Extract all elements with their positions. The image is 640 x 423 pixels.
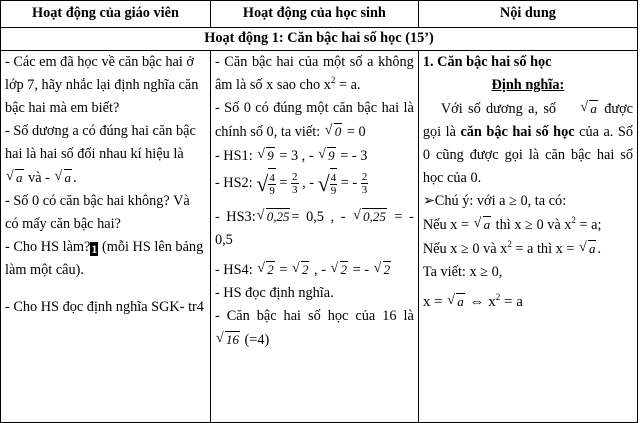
sqrt-a-symbol: √ a — [562, 97, 598, 121]
student-line-2: - Số 0 có đúng một căn bậc hai là chính số 0, ta viết: √ 0 = 0 — [215, 97, 414, 144]
fraction-2-3: $\frac{2}{3}$ — [292, 171, 298, 197]
sqrt-fraction-4-9: √ — [256, 170, 269, 196]
sqrt-nine: √ 9 — [318, 144, 336, 168]
sqrt-zero: √ 0 — [325, 120, 343, 144]
student-last-line: - Căn bậc hai số học của 16 là √ 16 (=4) — [215, 305, 414, 352]
teacher-line-4: - Cho HS làm?1 (mỗi HS lên bảng làm một câu). — [5, 239, 204, 278]
header-teacher: Hoạt động của giáo viên — [1, 1, 211, 28]
sqrt-sixteen: √ 16 — [216, 328, 240, 352]
sqrt-a-symbol: √ a — [579, 237, 597, 261]
teacher-line-5: - Cho HS đọc định nghĩa SGK- tr4 — [5, 299, 204, 315]
sqrt-a-symbol: √ a — [55, 166, 73, 190]
fraction-2-3: $\frac{2}{3}$ — [361, 171, 368, 197]
definition-text: Với số dương a, số √ a được gọi là căn bậc hai số học của a. Số 0 cũng được gọi là căn bậc hai số học của 0. — [423, 97, 633, 190]
student-hs4: - HS4: √ 2 = √ 2 , - √ 2 = - √ 2 — [215, 258, 414, 282]
teacher-line-3: - Số 0 có căn bậc hai không? Và có mấy căn bậc hai? — [5, 193, 190, 232]
note-line: ➢Chú ý: với a ≥ 0, ta có: — [422, 193, 567, 209]
sqrt-0-25: √ 0,25 — [353, 205, 387, 229]
sqrt-two: √ 2 — [331, 258, 349, 282]
content-cell — [418, 51, 637, 423]
note-line-2: Nếu x ≥ 0 và $x^2 = a$ thì x = √ a . — [423, 237, 633, 261]
teacher-line-2: - Số dương a có đúng hai căn bậc hai là hai số đối nhau kí hiệu là √ a và - √ a . — [5, 120, 206, 190]
teacher-line-2a: - Số dương a có đúng hai căn bậc hai là hai số đối nhau kí hiệu là — [5, 123, 196, 162]
student-cell — [210, 51, 418, 423]
student-line-1: - Căn bậc hai của một số a không âm là số x sao cho $x^2 = a$. — [214, 54, 414, 93]
sqrt-two: √ 2 — [374, 258, 392, 282]
sqrt-nine: √ 9 — [257, 144, 275, 168]
sqrt-0-25: √ 0,25 — [257, 205, 291, 229]
content-heading: 1. Căn bậc hai số học — [422, 54, 552, 70]
teacher-line-2b: và - — [28, 170, 50, 186]
sqrt-a-symbol: √ a — [6, 166, 24, 190]
header-content: Nội dung — [418, 1, 637, 28]
teacher-cell — [1, 51, 211, 423]
sqrt-two: √ 2 — [292, 258, 310, 282]
exercise-number-badge: 1 — [91, 242, 98, 256]
write-line: Ta viết: x ≥ 0, — [422, 264, 503, 280]
header-row — [1, 1, 638, 28]
sqrt-fraction-4-9: √ — [317, 170, 330, 196]
student-read-def: - HS đọc định nghĩa. — [214, 285, 334, 302]
teacher-line-1: - Các em đã học về căn bậc hai ở lớp 7, hãy nhắc lại định nghĩa căn bậc hai mà em biết? — [5, 54, 199, 116]
body-row — [1, 51, 638, 423]
definition-title: Định nghĩa: — [491, 77, 565, 93]
equivalence-line: x = √ a ⇔ $x^2 = a$ — [423, 290, 633, 314]
sqrt-a-symbol: √ a — [447, 290, 465, 313]
sqrt-two: √ 2 — [257, 258, 275, 282]
student-hs3: - HS3:√ 0,25 = 0,5 , - √ 0,25 = - 0,5 — [215, 205, 414, 252]
activity-row — [1, 28, 638, 51]
header-student: Hoạt động của học sinh — [210, 1, 418, 28]
student-hs2: - HS2: √ $\frac{4}{9}$ = $\frac{2}{3}$ , - √ $\frac{4}{9}$ = - $\frac{2}{3}$ — [215, 168, 414, 199]
student-hs1: - HS1: √ 9 = 3 , - √ 9 = - 3 — [215, 144, 414, 168]
sqrt-a-symbol: √ a — [474, 213, 492, 237]
activity-title: Hoạt động 1: Căn bậc hai số học (15’) — [1, 28, 638, 51]
note-line-1: Nếu x = √ a thì x ≥ 0 và $x^2 = a$; — [423, 213, 633, 237]
